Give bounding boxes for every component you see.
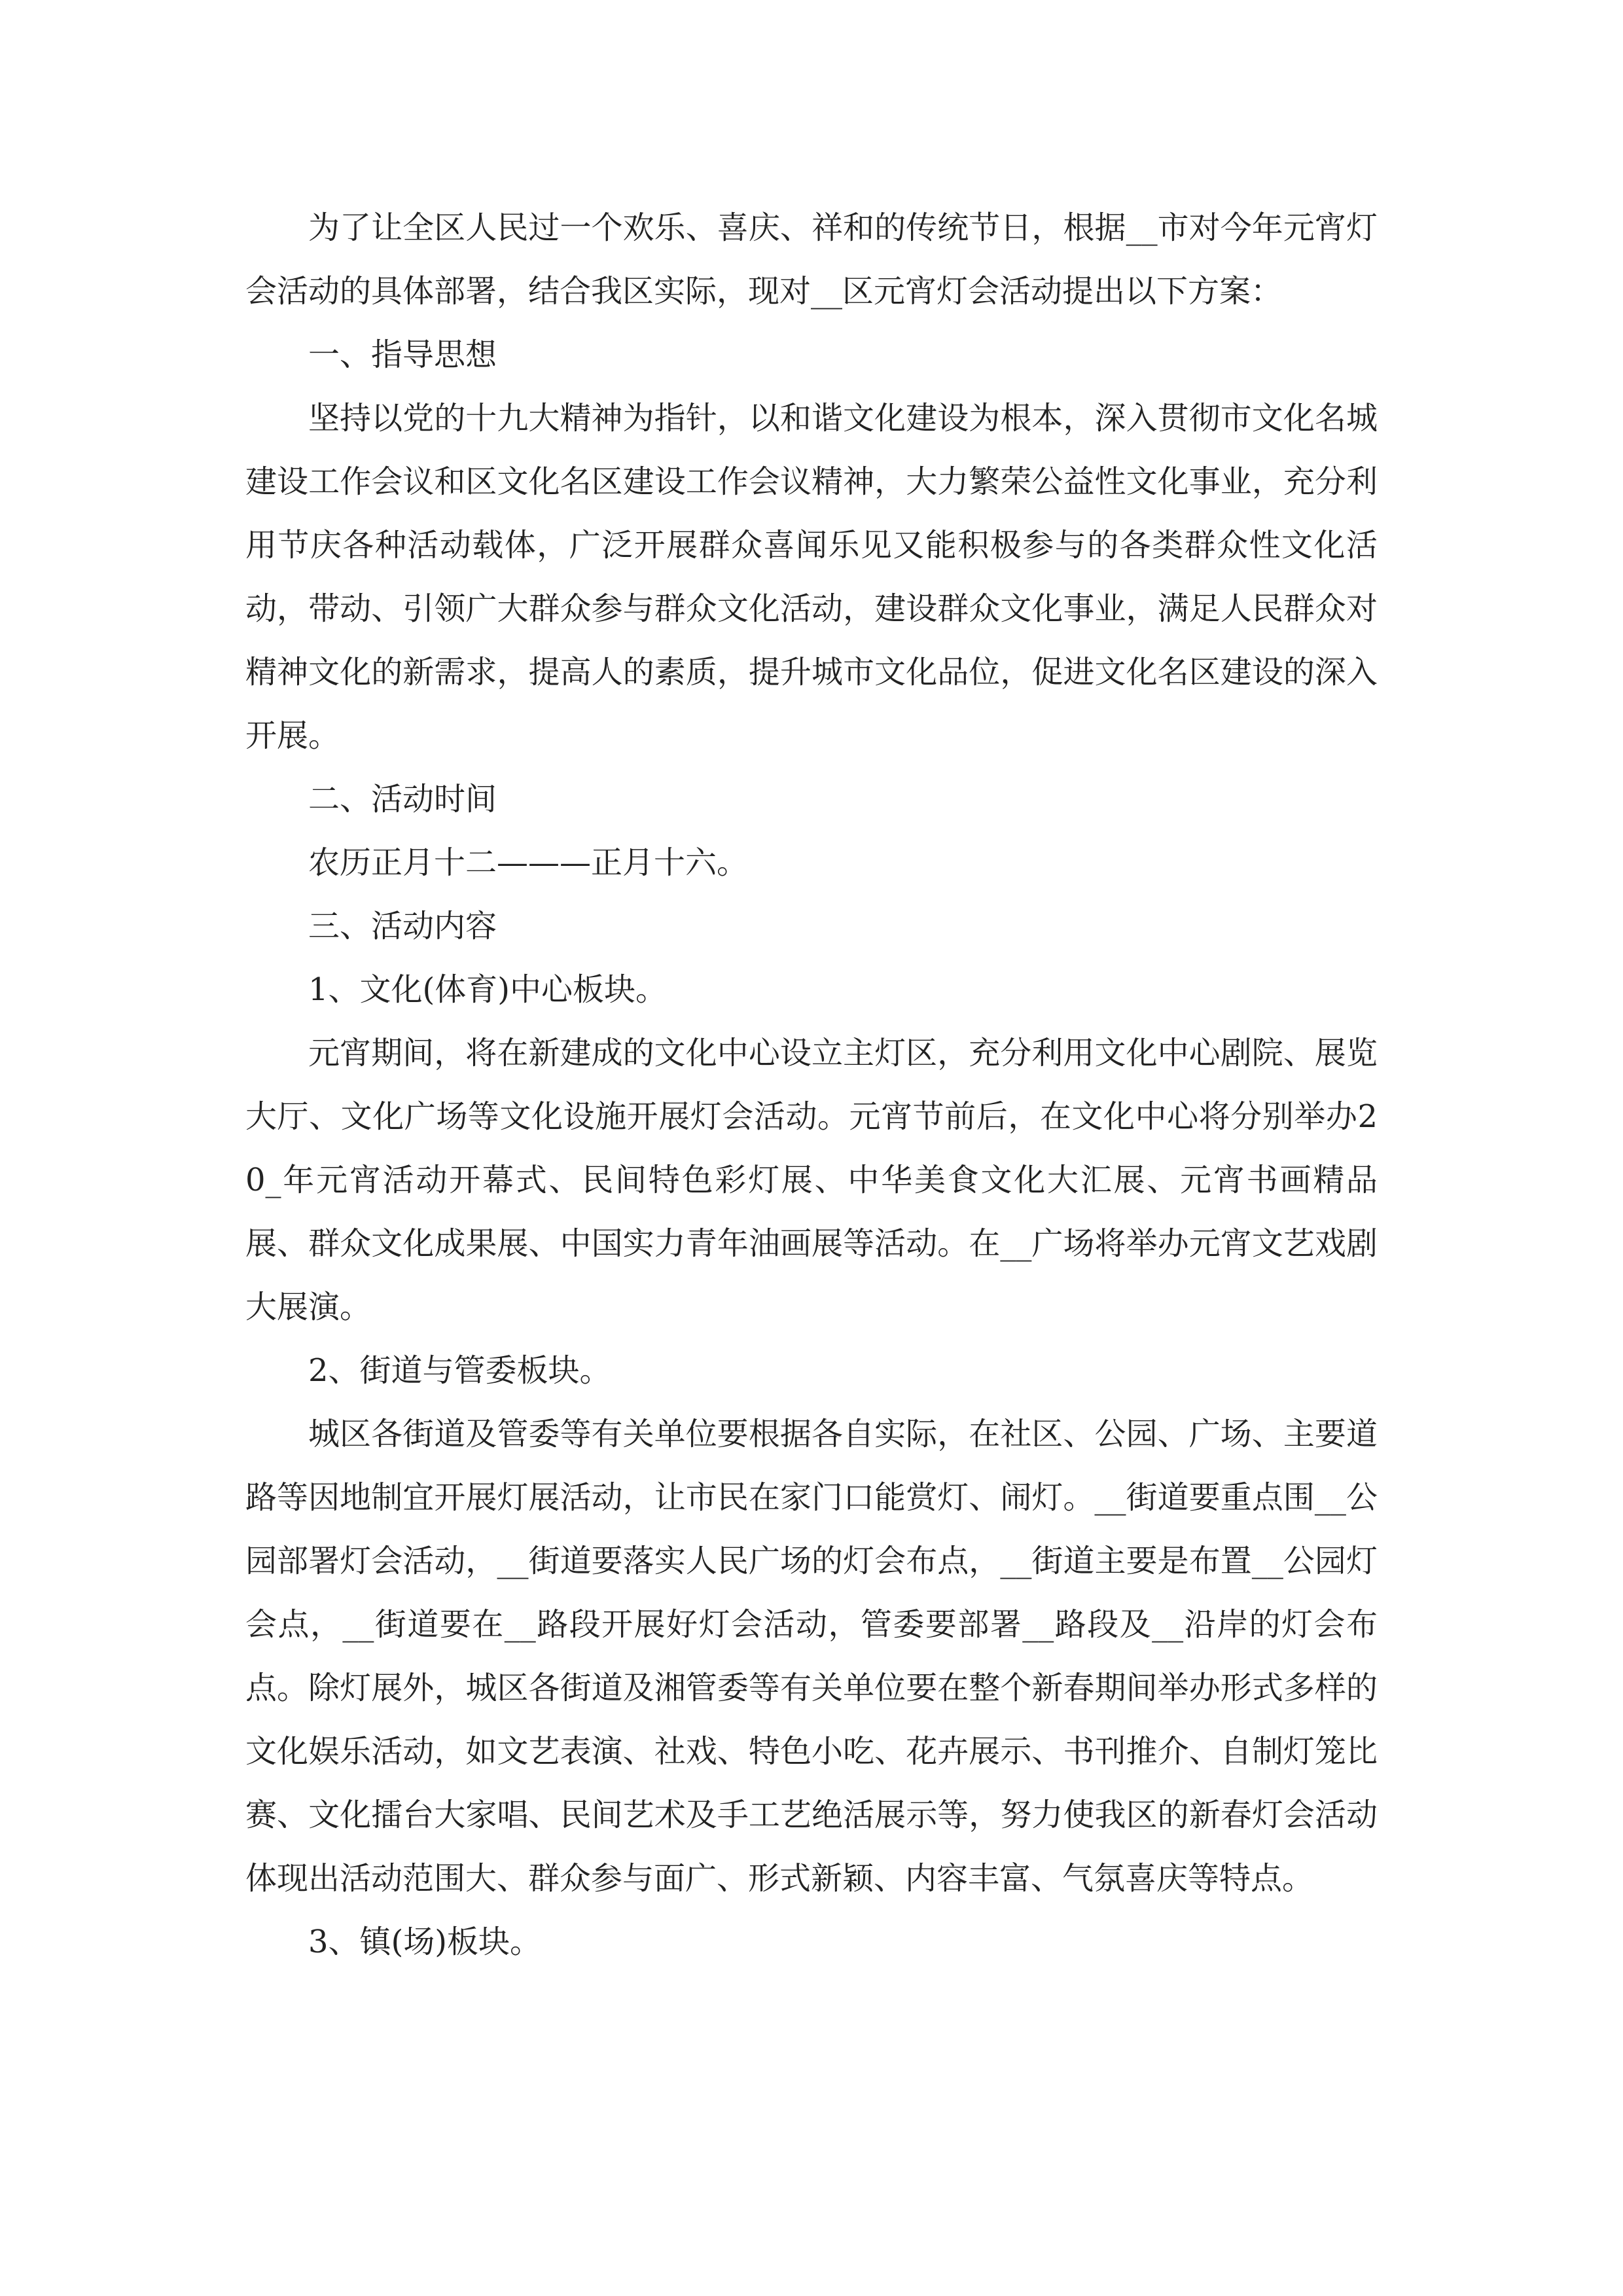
culture-center-paragraph: 元宵期间，将在新建成的文化中心设立主灯区，充分利用文化中心剧院、展览大厅、文化广场等文化设施开展灯会活动。元宵节前后，在文化中心将分别举办20_年元宵活动开幕式、民间特色彩灯展、中华美食文化大汇展、元宵书画精品展、群众文化成果展、中国实力青年油画展等活动。在__广场将举办元宵文艺戏剧大展演。 [245, 1035, 1378, 1325]
guiding-ideology-paragraph: 坚持以党的十九大精神为指针，以和谐文化建设为根本，深入贯彻市文化名城建设工作会议和区文化名区建设工作会议精神，大力繁荣公益性文化事业，充分利用节庆各种活动载体，广泛开展群众喜闻乐见又能积极参与的各类群众性文化活动，带动、引领广大群众参与群众文化活动，建设群众文化事业，满足人民群众对精神文化的新需求，提高人的素质，提升城市文化品位，促进文化名区建设的深入开展。 [245, 400, 1378, 754]
activity-time-paragraph: 农历正月十二———正月十六。 [308, 844, 749, 881]
document-body [245, 196, 1378, 1974]
streets-paragraph: 城区各街道及管委等有关单位要根据各自实际，在社区、公园、广场、主要道路等因地制宜开展灯展活动，让市民在家门口能赏灯、闹灯。__街道要重点围__公园部署灯会活动，__街道要落实人民广场的灯会布点，__街道主要是布置__公园灯会点，__街道要在__路段开展好灯会活动，管委要部署__路段及__沿岸的灯会布点。除灯展外，城区各街道及湘管委等有关单位要在整个新春期间举办形式多样的文化娱乐活动，如文艺表演、社戏、特色小吃、花卉展示、书刊推介、自制灯笼比赛、文化擂台大家唱、民间艺术及手工艺绝活展示等，努力使我区的新春灯会活动体现出活动范围大、群众参与面广、形式新颖、内容丰富、气氛喜庆等特点。 [245, 1416, 1378, 1897]
section-heading-activity-content: 三、活动内容 [308, 908, 497, 944]
section-heading-guiding-ideology: 一、指导思想 [308, 336, 497, 373]
subsection-heading-culture-center: 1、文化(体育)中心板块。 [308, 971, 667, 1008]
subsection-heading-streets: 2、街道与管委板块。 [308, 1352, 611, 1389]
subsection-heading-towns: 3、镇(场)板块。 [308, 1924, 541, 1960]
section-heading-activity-time: 二、活动时间 [308, 781, 497, 817]
intro-paragraph: 为了让全区人民过一个欢乐、喜庆、祥和的传统节日，根据__市对今年元宵灯会活动的具体部署，结合我区实际，现对__区元宵灯会活动提出以下方案： [245, 209, 1378, 310]
